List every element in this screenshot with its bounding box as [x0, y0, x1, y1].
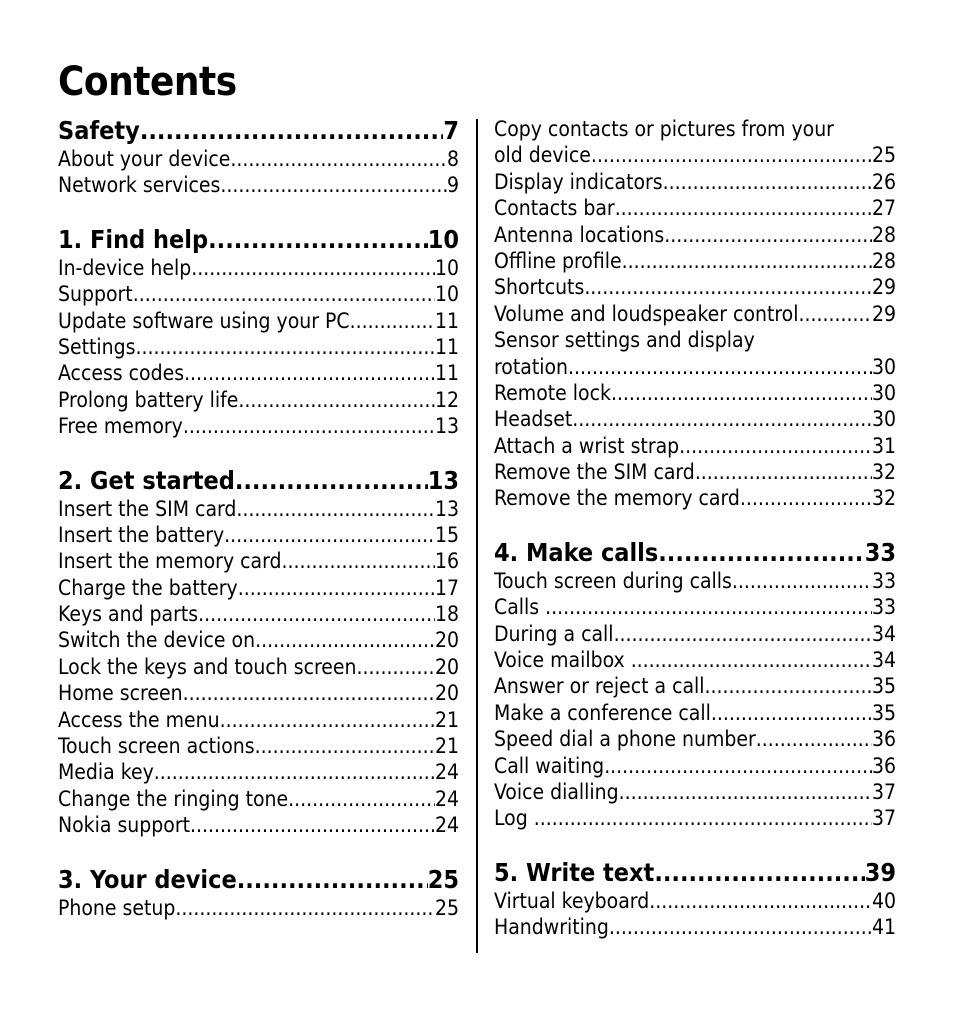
toc-entry[interactable] — [58, 496, 459, 522]
section-page-number: 25 — [427, 864, 459, 894]
toc-entry-page-number: 20 — [434, 654, 459, 679]
dot-leader — [658, 538, 864, 568]
dot-leader — [190, 812, 435, 838]
toc-entry[interactable] — [58, 146, 459, 172]
toc-entry-page-number: 21 — [434, 734, 459, 759]
toc-entry-page-number: 12 — [434, 387, 459, 412]
toc-entry-page-number: 13 — [434, 414, 459, 439]
toc-entry[interactable] — [58, 759, 459, 785]
toc-entry-label: Attach a wrist strap — [494, 433, 680, 458]
dot-leader — [664, 222, 872, 248]
dot-leader — [230, 146, 447, 172]
section-page-number: 7 — [443, 116, 459, 145]
toc-entry-page-number: 16 — [434, 549, 459, 574]
toc-entry-page-number: 31 — [871, 433, 896, 458]
dot-leader — [649, 888, 872, 914]
section-title: 5. Write text — [494, 857, 655, 887]
dot-leader — [615, 195, 872, 221]
dot-leader — [591, 142, 872, 168]
toc-entry-label: Lock the keys and touch screen — [58, 654, 357, 679]
toc-entry[interactable] — [58, 707, 459, 733]
section-title: 1. Find help — [58, 224, 209, 254]
toc-entry[interactable] — [494, 914, 896, 940]
dot-leader — [711, 700, 872, 726]
page-title: Contents — [58, 59, 237, 105]
toc-entry-page-number: 34 — [871, 621, 896, 646]
toc-entry-label: Touch screen during calls — [494, 568, 732, 593]
toc-entry-label: Support — [58, 282, 133, 307]
toc-entry[interactable] — [58, 627, 459, 653]
toc-entry-label: Settings — [58, 334, 136, 359]
toc-entry-label: Media key — [58, 760, 154, 785]
dot-leader — [614, 621, 872, 647]
dot-leader — [184, 360, 435, 386]
toc-entry-label: rotation — [494, 354, 569, 379]
toc-entry-label: Display indicators — [494, 169, 663, 194]
dot-leader — [604, 753, 872, 779]
toc-entry[interactable] — [494, 406, 896, 432]
toc-entry[interactable] — [494, 700, 896, 726]
toc-section-safety — [58, 116, 459, 199]
toc-section-4-make-calls — [494, 538, 896, 832]
toc-section-3-your-device — [58, 865, 459, 921]
toc-entry-page-number: 37 — [871, 806, 896, 831]
dot-leader — [154, 759, 435, 785]
toc-entry-label: Calls — [494, 595, 546, 620]
toc-entry-label-line[interactable]: Sensor settings and display — [494, 328, 755, 353]
toc-entry-label: Change the ringing tone — [58, 786, 289, 811]
toc-entry[interactable] — [494, 726, 896, 752]
dot-leader — [288, 786, 435, 812]
toc-entry-page-number: 29 — [871, 275, 896, 300]
dot-leader — [133, 281, 435, 307]
dot-leader — [183, 680, 435, 706]
toc-entry-label: Phone setup — [58, 895, 176, 920]
toc-entry-label: Access the menu — [58, 707, 220, 732]
toc-entry-label: Volume and loudspeaker control — [494, 301, 799, 326]
toc-section-2-get-started — [58, 466, 459, 839]
toc-entry-page-number: 11 — [434, 308, 459, 333]
toc-entry[interactable] — [494, 354, 896, 380]
toc-left-column — [58, 116, 459, 921]
toc-entry-page-number: 33 — [871, 568, 896, 593]
dot-leader — [140, 116, 444, 146]
toc-entry[interactable] — [58, 601, 459, 627]
dot-leader — [568, 354, 872, 380]
toc-entry-label: Shortcuts — [494, 275, 585, 300]
section-page-number: 13 — [427, 465, 459, 495]
toc-entry[interactable] — [58, 413, 459, 439]
toc-entry-label: Free memory — [58, 414, 183, 439]
toc-entry-label: Virtual keyboard — [494, 888, 650, 913]
toc-section-heading[interactable] — [58, 466, 459, 496]
toc-entry[interactable] — [58, 812, 459, 838]
toc-entry[interactable] — [494, 459, 896, 485]
dot-leader — [350, 308, 435, 334]
toc-entry-page-number: 24 — [434, 813, 459, 838]
toc-entry[interactable] — [494, 621, 896, 647]
dot-leader — [622, 248, 872, 274]
toc-section-heading[interactable] — [58, 225, 459, 255]
toc-entry-label: Log — [494, 806, 534, 831]
toc-entry[interactable] — [494, 805, 896, 831]
section-title: 3. Your device — [58, 864, 237, 894]
toc-entry-label: Touch screen actions — [58, 734, 255, 759]
dot-leader — [236, 496, 435, 522]
toc-entry-label: Nokia support — [58, 813, 190, 838]
toc-entry[interactable] — [58, 895, 459, 921]
toc-entry-label: Access codes — [58, 361, 185, 386]
dot-leader — [191, 255, 435, 281]
toc-entry-label: Keys and parts — [58, 602, 199, 627]
toc-entry-page-number: 21 — [434, 707, 459, 732]
toc-entry-page-number: 18 — [434, 602, 459, 627]
toc-entry-label: Remote lock — [494, 380, 611, 405]
toc-entry[interactable] — [494, 779, 896, 805]
toc-entry-label: About your device — [58, 147, 231, 171]
toc-entry-page-number: 35 — [871, 674, 896, 699]
toc-entry-page-number: 30 — [871, 407, 896, 432]
toc-entry[interactable] — [494, 673, 896, 699]
toc-entry-page-number: 10 — [434, 255, 459, 280]
toc-entry-page-number: 20 — [434, 681, 459, 706]
toc-entry-label: Call waiting — [494, 753, 605, 778]
toc-entry-page-number: 32 — [871, 486, 896, 511]
toc-section-5-write-text — [494, 858, 896, 941]
toc-entry[interactable] — [494, 485, 896, 511]
toc-entry-label: Network services — [58, 173, 221, 198]
toc-entry-page-number: 17 — [434, 575, 459, 600]
toc-entry-label: Insert the SIM card — [58, 496, 237, 521]
toc-entry-page-number: 13 — [434, 496, 459, 521]
toc-entry[interactable] — [494, 433, 896, 459]
dot-leader — [631, 647, 872, 673]
toc-section-1-find-help — [58, 225, 459, 440]
toc-entry[interactable] — [58, 172, 459, 198]
dot-leader — [695, 459, 872, 485]
toc-entry[interactable] — [58, 308, 459, 334]
toc-entry[interactable] — [494, 222, 896, 248]
toc-entry-label-line[interactable]: Copy contacts or pictures from your — [494, 117, 834, 141]
dot-leader — [235, 466, 428, 496]
toc-entry-page-number: 30 — [871, 354, 896, 379]
section-title: Safety — [58, 116, 140, 145]
toc-entry-page-number: 40 — [871, 888, 896, 913]
toc-entry-label: Insert the battery — [58, 522, 225, 547]
toc-entry-label: Antenna locations — [494, 222, 665, 247]
toc-entry-label: In-device help — [58, 255, 192, 280]
toc-entry-label: Prolong battery life — [58, 387, 239, 412]
dot-leader — [534, 805, 872, 831]
toc-entry-page-number: 36 — [871, 753, 896, 778]
toc-section-heading[interactable] — [58, 116, 459, 146]
dot-leader — [584, 274, 872, 300]
toc-section-heading[interactable] — [58, 865, 459, 895]
toc-entry-page-number: 28 — [871, 222, 896, 247]
toc-entry[interactable] — [494, 142, 896, 168]
toc-entry-label: Headset — [494, 407, 573, 432]
dot-leader — [663, 169, 872, 195]
toc-entry[interactable] — [58, 387, 459, 413]
dot-leader — [357, 654, 435, 680]
toc-entry-label: Make a conference call — [494, 700, 711, 725]
toc-entry-label: Home screen — [58, 681, 183, 706]
toc-entry[interactable] — [494, 274, 896, 300]
toc-entry-label: old device — [494, 143, 591, 168]
toc-section-heading[interactable] — [494, 538, 896, 568]
dot-leader — [572, 406, 872, 432]
dot-leader — [756, 726, 872, 752]
toc-entry[interactable] — [494, 568, 896, 594]
toc-entry[interactable] — [58, 255, 459, 281]
toc-entry[interactable] — [494, 248, 896, 274]
toc-entry[interactable] — [494, 195, 896, 221]
toc-entry[interactable] — [494, 301, 896, 327]
toc-entry-label: Switch the device on — [58, 628, 256, 653]
toc-entry[interactable] — [58, 548, 459, 574]
toc-entry-page-number: 30 — [871, 380, 896, 405]
toc-entry[interactable] — [58, 360, 459, 386]
toc-entry[interactable] — [58, 575, 459, 601]
toc-entry-label: Insert the memory card — [58, 549, 282, 574]
dot-leader — [545, 594, 872, 620]
toc-entry[interactable] — [58, 786, 459, 812]
toc-entry-label: Contacts bar — [494, 196, 615, 221]
dot-leader — [255, 733, 435, 759]
section-title: 4. Make calls — [494, 537, 659, 567]
toc-entry-label: Charge the battery — [58, 575, 238, 600]
toc-entry-label: Update software using your PC — [58, 308, 350, 333]
toc-entry[interactable] — [494, 594, 896, 620]
toc-entry[interactable] — [494, 380, 896, 406]
section-page-number: 33 — [864, 537, 896, 567]
toc-entry-page-number: 20 — [434, 628, 459, 653]
toc-entry-label: Speed dial a phone number — [494, 727, 756, 752]
toc-entry-page-number: 37 — [871, 779, 896, 804]
toc-entry-label: Voice mailbox — [494, 648, 631, 673]
toc-entry-page-number: 36 — [871, 727, 896, 752]
toc-section-continued — [494, 116, 896, 512]
toc-entry-page-number: 27 — [871, 196, 896, 221]
toc-entry[interactable] — [58, 522, 459, 548]
dot-leader — [609, 914, 872, 940]
dot-leader — [255, 627, 435, 653]
toc-entry-page-number: 41 — [871, 915, 896, 940]
toc-entry[interactable] — [494, 647, 896, 673]
section-title: 2. Get started — [58, 465, 235, 495]
toc-entry[interactable] — [494, 169, 896, 195]
dot-leader — [224, 522, 435, 548]
toc-entry-page-number: 33 — [871, 595, 896, 620]
dot-leader — [136, 334, 435, 360]
dot-leader — [208, 225, 428, 255]
toc-entry-page-number: 8 — [446, 147, 459, 171]
toc-entry-page-number: 24 — [434, 786, 459, 811]
dot-leader — [740, 485, 872, 511]
dot-leader — [705, 673, 872, 699]
column-divider — [476, 119, 478, 953]
toc-entry-page-number: 28 — [871, 248, 896, 273]
dot-leader — [238, 575, 435, 601]
dot-leader — [654, 858, 864, 888]
toc-entry-page-number: 25 — [434, 895, 459, 920]
dot-leader — [281, 548, 434, 574]
toc-entry-label: Voice dialling — [494, 779, 619, 804]
toc-entry[interactable] — [58, 334, 459, 360]
dot-leader — [619, 779, 872, 805]
toc-entry-label: Answer or reject a call — [494, 674, 705, 699]
dot-leader — [799, 301, 872, 327]
toc-entry-page-number: 9 — [446, 173, 459, 198]
dot-leader — [238, 387, 435, 413]
section-page-number: 39 — [864, 857, 896, 887]
toc-entry-page-number: 32 — [871, 460, 896, 485]
toc-entry-page-number: 25 — [871, 143, 896, 168]
toc-entry-label: Remove the memory card — [494, 486, 740, 511]
dot-leader — [175, 895, 435, 921]
toc-entry-page-number: 11 — [434, 334, 459, 359]
toc-entry[interactable] — [494, 888, 896, 914]
toc-entry[interactable] — [58, 680, 459, 706]
toc-entry-page-number: 10 — [434, 282, 459, 307]
toc-entry-page-number: 29 — [871, 301, 896, 326]
dot-leader — [732, 568, 872, 594]
toc-section-heading[interactable] — [494, 858, 896, 888]
toc-entry[interactable] — [58, 654, 459, 680]
toc-right-column — [494, 116, 896, 941]
dot-leader — [679, 433, 872, 459]
dot-leader — [611, 380, 872, 406]
toc-entry-label: Offline profile — [494, 248, 622, 273]
toc-entry[interactable] — [58, 733, 459, 759]
toc-entry-page-number: 35 — [871, 700, 896, 725]
toc-entry-page-number: 34 — [871, 648, 896, 673]
toc-entry-label: Remove the SIM card — [494, 460, 695, 485]
section-page-number: 10 — [427, 224, 459, 254]
toc-entry-label: During a call — [494, 621, 614, 646]
toc-entry-label: Handwriting — [494, 915, 609, 940]
toc-entry-page-number: 15 — [434, 522, 459, 547]
dot-leader — [183, 413, 435, 439]
dot-leader — [237, 865, 428, 895]
dot-leader — [220, 172, 447, 198]
dot-leader — [220, 707, 435, 733]
toc-entry-page-number: 11 — [434, 361, 459, 386]
toc-entry-page-number: 26 — [871, 169, 896, 194]
toc-entry[interactable] — [58, 281, 459, 307]
dot-leader — [198, 601, 435, 627]
toc-entry[interactable] — [494, 753, 896, 779]
toc-entry-page-number: 24 — [434, 760, 459, 785]
